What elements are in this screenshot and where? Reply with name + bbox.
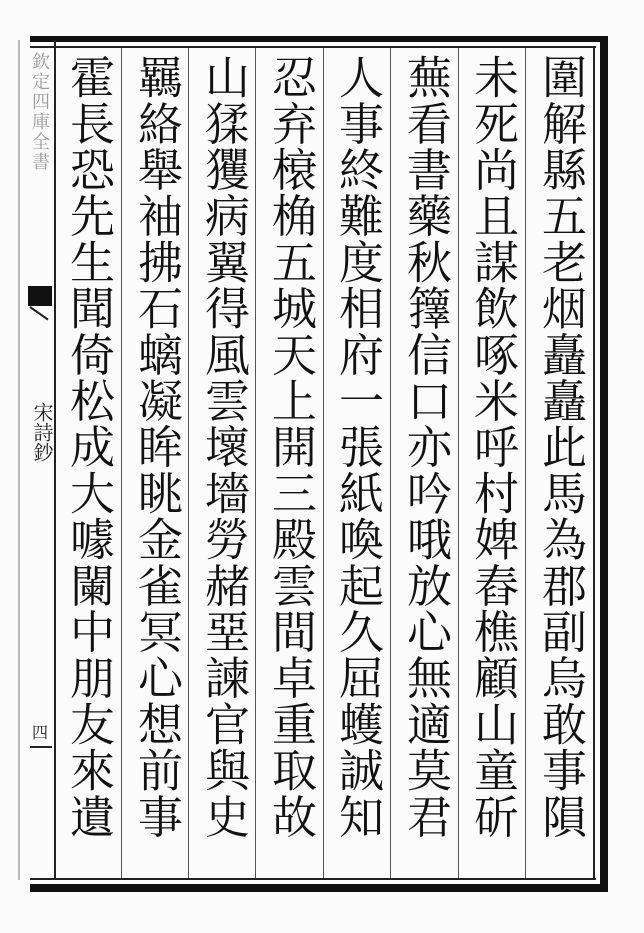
column-rule	[458, 48, 459, 878]
margin-right-line	[54, 40, 56, 880]
column-rule	[188, 48, 189, 878]
frame-top-inner-line	[30, 46, 596, 48]
column-rule	[121, 48, 122, 878]
text-column-7: 羈絡舉袖拂石螭凝眸眺金雀冥心想前事	[130, 54, 183, 840]
column-rule	[390, 48, 391, 878]
frame-right-border	[600, 36, 608, 892]
text-column-4: 人事終難度相府一張紙喚起久屈蠖誠知	[331, 54, 384, 840]
margin-book-title: 宋詩鈔	[30, 402, 54, 462]
frame-top-border	[30, 36, 608, 42]
margin-series-title: 欽定四庫全書	[29, 52, 50, 172]
margin-page-number-rule	[30, 746, 52, 748]
column-rule	[525, 48, 526, 878]
text-column-1: 圍解縣五老烟矗矗此馬為郡副烏敢事隕	[534, 54, 587, 840]
column-rule	[255, 48, 256, 878]
frame-bottom-border	[30, 884, 608, 892]
text-column-2: 未死尚且謀飲啄米呼村婢舂樵顧山童斫	[466, 54, 519, 840]
margin-page-number: 四	[31, 723, 48, 742]
text-column-3: 蕪看書藥秋籜信口亦吟哦放心無適莫君	[399, 54, 452, 840]
text-column-6: 山猱玃病翼得風雲壞墻勞赭堊諫官與史	[197, 54, 250, 840]
fishtail-mark	[28, 286, 52, 306]
margin-left-line	[18, 40, 20, 880]
frame-right-inner-line	[593, 46, 595, 880]
column-rule	[323, 48, 324, 878]
text-column-5: 忍弃榱桷五城天上開三殿雲間卓重取故	[264, 54, 317, 840]
text-column-8: 霍長恐先生聞倚松成大噱闌中朋友來遺	[62, 54, 115, 840]
frame-bottom-inner-line	[30, 878, 596, 880]
